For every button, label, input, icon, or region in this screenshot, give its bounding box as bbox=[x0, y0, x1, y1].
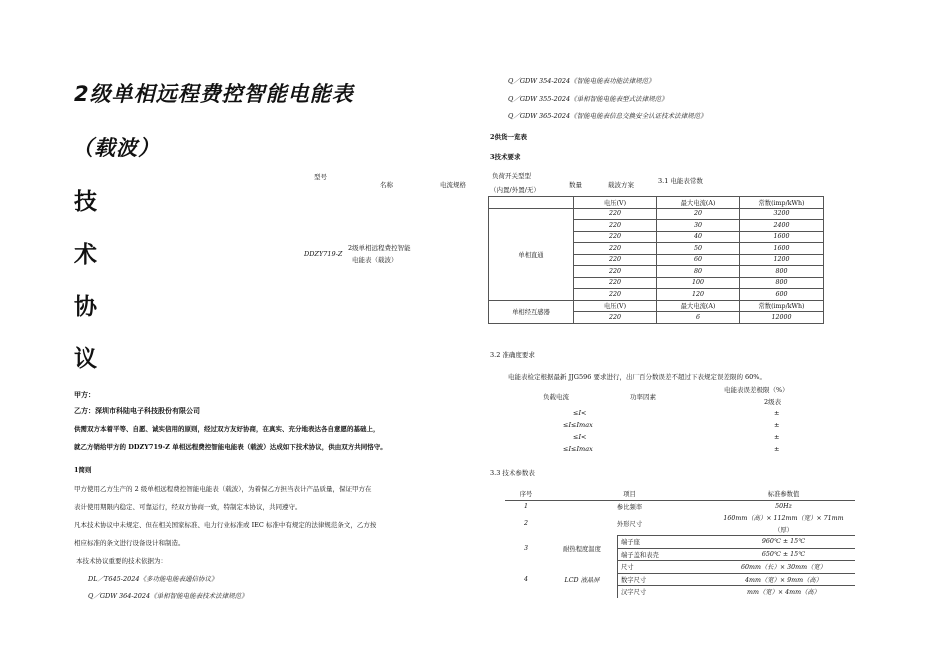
tp-item-1: 参比频率 bbox=[616, 503, 643, 511]
tp-value-2b: （厚） bbox=[774, 526, 793, 534]
table-cell: 220 bbox=[574, 243, 657, 255]
table-cell: 60 bbox=[657, 254, 740, 266]
table-row bbox=[505, 536, 855, 549]
big-char-yi: 议 bbox=[74, 346, 97, 372]
tp-no-4: 4 bbox=[523, 575, 528, 583]
ct-header-max-current: 最大电流(A) bbox=[657, 300, 740, 312]
table-row bbox=[505, 488, 855, 500]
tp-item-4: LCD 液晶屏 bbox=[564, 576, 600, 584]
accuracy-error-3: ± bbox=[774, 433, 780, 441]
big-char-ji: 技 bbox=[74, 189, 97, 215]
section33-heading: 3.3 技术参数表 bbox=[490, 469, 535, 477]
standard-gdw365: Q／GDW 365-2024《智能电能表信息交换安全认证技术法律规范》 bbox=[508, 112, 707, 120]
table-cell: 3200 bbox=[740, 208, 824, 220]
category-direct: 单相直通 bbox=[489, 208, 574, 300]
accuracy-load-2: ≤I≤Imax bbox=[563, 421, 593, 429]
table-cell: 20 bbox=[657, 208, 740, 220]
tp-value-2a: 160mm（高）× 112mm（宽）× 71mm bbox=[723, 515, 844, 523]
supply-name-line2: 电能表（载波） bbox=[352, 256, 398, 264]
table-cell: 6 bbox=[657, 312, 740, 324]
table-cell: 1200 bbox=[740, 254, 824, 266]
para2-line2: 相应标准的条文进行设备设计和制造。 bbox=[74, 539, 185, 547]
supply-header-current: 电流规格 bbox=[440, 181, 466, 189]
table-cell: 12000 bbox=[740, 312, 824, 324]
load-switch-options: （内置/外置/无） bbox=[490, 186, 540, 194]
tp-value-1: 50Hz bbox=[775, 502, 792, 510]
tp-header-no: 序号 bbox=[505, 488, 547, 500]
doc-title-line2: （载波） bbox=[72, 136, 160, 160]
table-cell: 100 bbox=[657, 277, 740, 289]
table-cell: 50 bbox=[657, 243, 740, 255]
section1-heading: 1简则 bbox=[74, 466, 92, 474]
table-cell: 800 bbox=[740, 266, 824, 278]
table-cell: 30 bbox=[657, 220, 740, 232]
big-char-shu: 术 bbox=[74, 242, 97, 268]
section31-heading: 3.1 电能表常数 bbox=[658, 177, 703, 185]
para2-line1: 凡本技术协议中未规定、但在相关国家标准、电力行业标准或 IEC 标准中有规定的法律规范条文，乙方按 bbox=[74, 521, 377, 529]
tp-sub-4a: 尺寸 bbox=[618, 561, 713, 574]
intro-line2: 就乙方销给甲方的 DDZY719-Z 单相远程费控智能电能表（载波）达成如下技术协议，供由双方共同恪守。 bbox=[74, 443, 387, 451]
tp-sub-3a: 端子座 bbox=[618, 536, 713, 549]
tp-no-3: 3 bbox=[523, 544, 528, 552]
table-cell: 220 bbox=[574, 231, 657, 243]
tp-value-3b: 650℃ ± 15℃ bbox=[712, 548, 855, 561]
accuracy-load-1: ≤I< bbox=[573, 409, 587, 417]
table-cell: 220 bbox=[574, 254, 657, 266]
standard-gdw354: Q／GDW 354-2024《智能电能表功能法律规范》 bbox=[508, 77, 655, 85]
col-header-constant: 常数(imp/kWh) bbox=[740, 197, 824, 209]
table-cell: 600 bbox=[740, 289, 824, 301]
table-cell: 120 bbox=[657, 289, 740, 301]
party-b: 乙方：深圳市科陆电子科技股份有限公司 bbox=[74, 406, 200, 415]
section2-heading: 2供货一览表 bbox=[490, 133, 528, 141]
table-cell: 800 bbox=[740, 277, 824, 289]
tp-header-value: 标准参数值 bbox=[712, 488, 855, 500]
section32-heading: 3.2 准确度要求 bbox=[490, 351, 535, 359]
tp-no-2: 2 bbox=[523, 520, 528, 528]
accuracy-load-3: ≤I< bbox=[573, 433, 587, 441]
accuracy-text: 电能表检定根据最新 JJG596 要求进行，出厂百分数误差不超过下表规定误差限的 60%。 bbox=[508, 373, 766, 381]
intro-line1: 供需双方本着平等、自愿、诚实信用的原则，经过双方友好协商，在真实、充分地表达各自意愿的基础上， bbox=[74, 425, 380, 433]
tp-value-4c: mm（宽）× 4mm（高） bbox=[712, 586, 855, 598]
supply-header-model: 型号 bbox=[314, 173, 327, 181]
table-row bbox=[505, 561, 855, 574]
table-cell: 220 bbox=[574, 289, 657, 301]
ct-header-constant: 常数(imp/kWh) bbox=[740, 300, 824, 312]
accuracy-header-error: 电能表误差极限（%） bbox=[724, 386, 789, 394]
table-cell: 220 bbox=[574, 220, 657, 232]
para1-line1: 甲方使用乙方生产的 2 级单相远程费控智能电能表（载波），为着保乙方担当表计产品质量，保证甲方在 bbox=[74, 485, 372, 493]
category-ct: 单相经互感器 bbox=[489, 300, 574, 323]
section3-heading: 3技术要求 bbox=[490, 153, 521, 161]
accuracy-error-1: ± bbox=[774, 409, 780, 417]
col-header-voltage: 电压(V) bbox=[574, 197, 657, 209]
table-cell: 1600 bbox=[740, 231, 824, 243]
tp-item-2: 外形尺寸 bbox=[616, 521, 643, 528]
tp-no-1: 1 bbox=[523, 502, 528, 510]
supply-name-line1: 2级单相远程费控智能 bbox=[348, 244, 411, 252]
table-cell: 80 bbox=[657, 266, 740, 278]
accuracy-header-pf: 功率因素 bbox=[630, 393, 656, 401]
accuracy-header-class: 2级表 bbox=[764, 398, 782, 406]
table-row bbox=[489, 300, 824, 312]
table-cell bbox=[489, 197, 574, 209]
big-char-xie: 协 bbox=[74, 294, 97, 320]
table-row bbox=[505, 500, 855, 512]
table-cell: 220 bbox=[574, 266, 657, 278]
table-cell: 1600 bbox=[740, 243, 824, 255]
table-cell: 220 bbox=[574, 312, 657, 324]
tp-header-item: 项目 bbox=[547, 488, 712, 500]
table-cell: 40 bbox=[657, 231, 740, 243]
para3: 本技术协议重要的技术依据为： bbox=[76, 557, 167, 565]
col-header-max-current: 最大电流(A) bbox=[657, 197, 740, 209]
table-cell: 220 bbox=[574, 277, 657, 289]
tp-sub-4c: 汉字尺寸 bbox=[618, 586, 713, 598]
tp-value-4b: 4mm（宽）× 9mm（高） bbox=[712, 573, 855, 586]
load-switch-type: 负荷开关型型 bbox=[492, 172, 531, 180]
tp-sub-3b: 端子盖和表壳 bbox=[618, 548, 713, 561]
supply-header-qty: 数量 bbox=[569, 181, 582, 189]
tp-item-3: 耐热程度温度 bbox=[563, 545, 601, 553]
standard-dl645: DL／T645-2024《多功能电能表通信协议》 bbox=[88, 575, 218, 583]
meter-constant-table bbox=[488, 196, 824, 324]
accuracy-error-2: ± bbox=[774, 421, 780, 429]
tp-value-3a: 960℃ ± 15℃ bbox=[712, 536, 855, 549]
table-row bbox=[505, 512, 855, 524]
standard-gdw355: Q／GDW 355-2024《单相智能电能表型式法律规范》 bbox=[508, 95, 668, 103]
table-cell: 220 bbox=[574, 208, 657, 220]
tp-sub-4b: 数字尺寸 bbox=[618, 573, 713, 586]
accuracy-load-4: ≤I≤Imax bbox=[563, 445, 593, 453]
accuracy-header-load: 负载电流 bbox=[543, 393, 569, 401]
supply-model: DDZY719-Z bbox=[304, 250, 343, 258]
accuracy-error-4: ± bbox=[774, 445, 780, 453]
table-cell: 2400 bbox=[740, 220, 824, 232]
supply-header-carrier: 载波方案 bbox=[608, 181, 634, 189]
para1-line2: 表计使用期限内稳定、可靠运行，经双方协商一致，特制定本协议，共同遵守。 bbox=[74, 503, 302, 511]
doc-title-line1: 2级单相远程费控智能电能表 bbox=[74, 82, 354, 106]
standard-gdw364: Q／GDW 364-2024《单相智能电能表技术法律规范》 bbox=[88, 592, 248, 600]
supply-header-name: 名称 bbox=[380, 181, 393, 189]
table-row bbox=[489, 208, 824, 220]
ct-header-voltage: 电压(V) bbox=[574, 300, 657, 312]
party-a: 甲方： bbox=[74, 390, 95, 399]
tp-value-4a: 60mm（长）× 30mm（宽） bbox=[712, 561, 855, 574]
tech-param-table bbox=[505, 488, 855, 598]
